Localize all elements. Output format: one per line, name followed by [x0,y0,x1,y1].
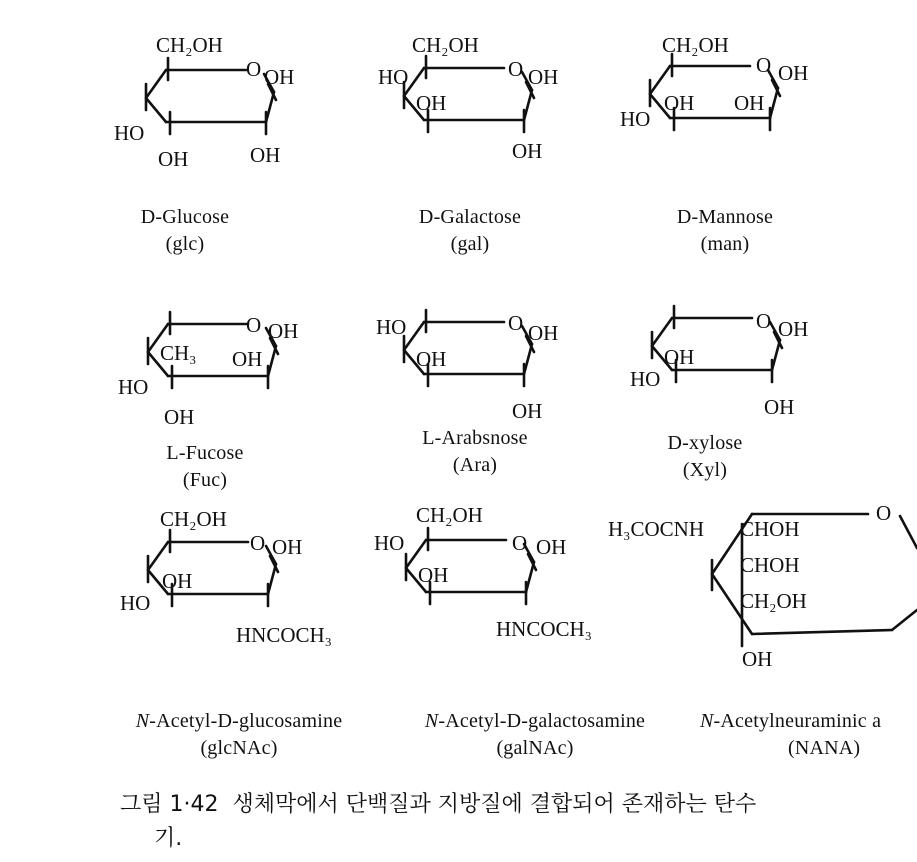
arabinose-ring-o: O [508,311,524,335]
caption-arabinose [400,425,550,479]
galnac-hncoch3: HNCOCH₃ [496,617,592,641]
caption-mannose [660,204,790,258]
galnac-oh-c3: OH [418,563,449,587]
glucose-ho-c4: HO [114,121,145,145]
figure-caption [120,788,917,856]
galactose-ch2oh: CH₂OH [412,33,479,57]
galactose-oh-c2: OH [512,139,543,163]
name-galactose: D-Galactose [418,206,522,228]
name-rest-glcnac: -Acetyl-D-glucosamine [149,710,343,732]
xylose-oh-c2: OH [764,395,795,419]
galactose-oh-c3: OH [416,91,447,115]
glcnac-ho-c4: HO [120,591,151,615]
abbr-glcnac: (glcNAc) [200,737,278,759]
name-galnac [394,708,676,735]
caption-nana [700,708,917,762]
mannose-oh-c2: OH [734,91,765,115]
glcnac-bond-c4-c5 [148,542,168,570]
glcnac-hncoch3: HNCOCH₃ [236,623,332,647]
mannose-oh-c3: OH [664,91,695,115]
glcnac-ch2oh: CH₂OH [160,507,227,531]
mannose-oh-c1: OH [778,61,809,85]
xylose-ho-c4: HO [630,367,661,391]
name-nana [700,708,917,735]
caption-fucose [140,440,270,494]
xylose-bond-c4-c5 [652,318,672,346]
fucose-oh-c1: OH [268,319,299,343]
abbr-nana: (NANA) [788,737,861,759]
arabinose-bond-c4-c5 [404,322,424,350]
caption-galactose [400,204,540,258]
nana-bond-right-lower [892,610,917,630]
abbr-galactose: (gal) [450,233,490,255]
figure-caption-line2: 기. [154,826,183,851]
caption-glcnac [108,708,370,762]
abbr-fucose: (Fuc) [182,469,228,491]
glcnac-oh-c3: OH [162,569,193,593]
nana-bond-bottom [752,630,892,634]
fucose-oh-c3: OH [164,405,195,429]
name-rest-galnac: -Acetyl-D-galactosamine [438,710,646,732]
caption-xylose [640,430,770,484]
nana-h3cocnh: H₃COCNH [608,517,704,541]
caption-glucose [120,204,250,258]
arabinose-oh-c1: OH [528,321,559,345]
galactose-ring-o: O [508,57,524,81]
fucose-ch3: CH₃ [160,341,197,365]
name-rest-nana: -Acetylneuraminic a [713,710,882,732]
glcnac-ring-o: O [250,531,266,555]
galnac-oh-c1: OH [536,535,567,559]
nana-oh: OH [742,647,773,671]
figure-caption-line1: 생체막에서 단백질과 지방질에 결합되어 존재하는 탄수 [232,792,757,817]
xylose-oh-c3: OH [664,345,695,369]
glucose-oh-c3: OH [158,147,189,171]
glucose-oh-c2: OH [250,143,281,167]
name-glcnac [108,708,370,735]
figure-number: 그림 1·42 [120,792,219,817]
fucose-oh-c2: OH [232,347,263,371]
abbr-mannose: (man) [700,233,750,255]
glucose-bond-c4-c5 [146,70,166,98]
abbr-glucose: (glc) [165,233,205,255]
nana-ring-o: O [876,501,892,525]
mannose-bond-c4-c5 [650,66,670,94]
n-prefix-glcnac: N [135,710,150,732]
name-arabinose: L-Arabsnose [422,427,528,449]
n-prefix-nana: N [700,710,714,732]
galnac-ch2oh: CH₂OH [416,503,483,527]
nana-chohl: CHOH [740,517,800,541]
n-prefix-galnac: N [424,710,439,732]
galnac-ring-o: O [512,531,528,555]
galactose-oh-c1: OH [528,65,559,89]
caption-galnac [394,708,676,762]
glucose-oh-c1: OH [264,65,295,89]
arabinose-oh-c3: OH [416,347,447,371]
glucose-bond-c3-c4 [146,98,166,122]
name-glucose: D-Glucose [140,206,230,228]
abbr-arabinose: (Ara) [452,454,498,476]
xylose-ring-o: O [756,309,772,333]
mannose-ch2oh: CH₂OH [662,33,729,57]
arabinose-oh-c2: OH [512,399,543,423]
xylose-oh-c1: OH [778,317,809,341]
arabinose-ho-c4: HO [376,315,407,339]
glcnac-oh-c1: OH [272,535,303,559]
abbr-galnac: (galNAc) [496,737,574,759]
fucose-ring-o: O [246,313,262,337]
fucose-ho-c4: HO [118,375,149,399]
mannose-ho-c4: HO [620,107,651,131]
nana-bond-o-right [900,516,917,548]
nana-ch2oh: CH₂OH [740,589,807,613]
name-fucose: L-Fucose [166,442,244,464]
galnac-ho-c4: HO [374,531,405,555]
mannose-ring-o: O [756,53,772,77]
glucose-ring-o: O [246,57,262,81]
galactose-ho-c4: HO [378,65,409,89]
nana-choh2: CHOH [740,553,800,577]
abbr-xylose: (Xyl) [682,459,728,481]
name-mannose: D-Mannose [676,206,774,228]
name-xylose: D-xylose [667,432,743,454]
glucose-ch2oh: CH₂OH [156,33,223,57]
